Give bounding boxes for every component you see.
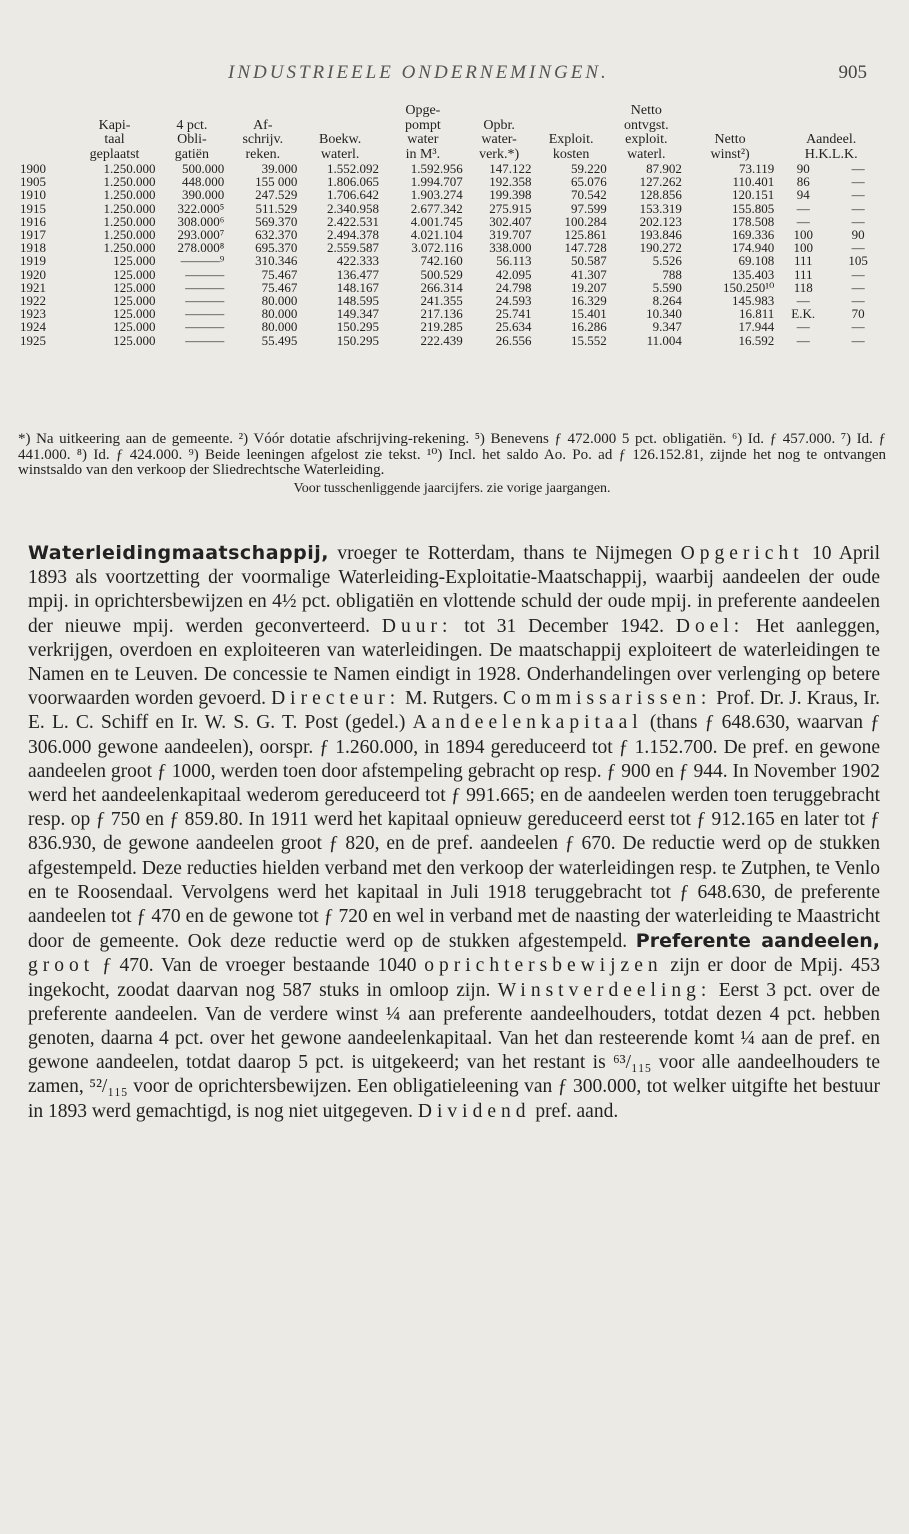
table-cell: 2.494.378 xyxy=(326,227,379,243)
table-cell: 25.634 xyxy=(495,319,532,335)
table-cell: 16.329 xyxy=(570,293,607,309)
table-cell: 147.122 xyxy=(489,161,532,176)
table-cell: 73.119 xyxy=(739,161,775,176)
table-cell: 100 xyxy=(793,227,813,243)
table-cell: 105 xyxy=(848,253,868,269)
table-cell: 100.284 xyxy=(564,213,607,229)
table-cell: 2.559.587 xyxy=(326,240,379,256)
table-cell: ——— xyxy=(185,332,225,348)
table-cell: 199.398 xyxy=(489,187,532,203)
label-aandeelenkapitaal: Aandeelenkapitaal xyxy=(412,712,643,734)
table-cell: 87.902 xyxy=(646,161,682,176)
table-cell: 10.340 xyxy=(646,306,682,322)
table-cell: 125.000 xyxy=(113,279,156,295)
table-cell: 3.072.116 xyxy=(411,240,463,256)
table-cell: 319.707 xyxy=(489,227,532,243)
label-groot: groot xyxy=(28,955,95,977)
table-cell: 125.000 xyxy=(113,306,156,322)
table-cell: 8.264 xyxy=(652,293,682,309)
table-header xyxy=(20,104,886,162)
table-cell: 5.590 xyxy=(652,279,682,295)
label-directeur: Directeur: xyxy=(271,688,401,710)
table-cell: 174.940 xyxy=(732,240,775,256)
table-cell: 111 xyxy=(793,266,813,282)
running-title: INDUSTRIEELE ONDERNEMINGEN. xyxy=(228,62,609,83)
table-cell: 4.001.745 xyxy=(410,213,463,229)
text-run: zijn er door de Mpij. 453 ingekocht, zoodat daarvan nog 587 stuks in omloop zijn. xyxy=(28,955,880,1001)
table-cell: 150.250¹⁰ xyxy=(722,279,775,295)
year-cell: 1923 xyxy=(20,306,46,322)
table-cell: — xyxy=(851,187,865,203)
table-cell: 2.422.531 xyxy=(326,213,379,229)
table-cell: 1.250.000 xyxy=(103,227,156,243)
table-cell: — xyxy=(796,213,810,229)
table-cell: 193.846 xyxy=(639,227,682,243)
table-cell: 41.307 xyxy=(570,266,607,282)
table-cell: 500.529 xyxy=(420,266,463,282)
table-cell: 70 xyxy=(851,306,865,322)
table-cell: 75.467 xyxy=(261,266,298,282)
table-cell: 1.552.092 xyxy=(326,161,379,176)
table-cell: E.K. xyxy=(791,306,816,322)
table-cell: 26.556 xyxy=(495,332,532,348)
table-cell: 24.593 xyxy=(495,293,532,309)
table-cell: 16.811 xyxy=(739,306,775,322)
text-run: Eerst 3 pct. over de preferente aandeelen. Van de verdere winst ¼ aan preferente aandeelhouders, totdat dezen 4 pct. hebben genoten, daarna 4 pct. over het gewone aandeelenkapitaal. Van het dan resteerende komt ¼ aan de pref. en gewone aandeelen, totdat daarop 5 pct. is uitgekeerd; van het restant is ⁶³/₁₁₅ voor alle aandeelhouders te zamen, ⁵²/₁₁₅ voor de oprichtersbewijzen. Een obligatieleening van ƒ 300.000, tot welker uitgifte het bestuur in 1893 werd gemachtigd, is nog niet uitgegeven. xyxy=(28,979,881,1122)
table-cell: 136.477 xyxy=(336,266,379,282)
table-cell: 742.160 xyxy=(420,253,463,269)
year-cell: 1925 xyxy=(20,332,46,348)
table-row xyxy=(20,188,886,201)
table-cell: 278.000⁸ xyxy=(177,240,225,256)
table-cell: 202.123 xyxy=(639,213,682,229)
table-cell: 90 xyxy=(796,161,810,176)
table-cell: 1.250.000 xyxy=(103,213,156,229)
table-row xyxy=(20,320,886,333)
label-commissarissen: Commissarissen: xyxy=(503,688,712,710)
table-cell: 219.285 xyxy=(420,319,463,335)
table-cell: 86 xyxy=(796,174,810,190)
table-cell: — xyxy=(851,161,865,176)
label-doel: Doel: xyxy=(675,615,745,637)
table-cell: — xyxy=(851,240,865,256)
header-cell: Netto winst²) xyxy=(710,132,750,162)
table-cell: 788 xyxy=(662,266,682,282)
table-cell: 55.495 xyxy=(261,332,298,348)
footnote-text: *) Na uitkeering aan de gemeente. ²) Vóór dotatie afschrijving-rekening. ⁵) Benevens ƒ 472.000 5 pct. obligatiën. ⁶) Id. ƒ 457.000. ⁷) Id. ƒ 441.000. ⁸) Id. ƒ 424.000. ⁹) Beide leeningen afgelost zie tekst. ¹⁰) Incl. het saldo Ao. Po. ad ƒ 126.152.81, zijnde het nog te ontvangen winstsaldo van den verkoop der Sliedrechtsche Waterleiding. xyxy=(18,431,886,478)
table-cell: 90 xyxy=(851,227,865,243)
table-cell: 1.592.956 xyxy=(410,161,463,176)
year-cell: 1922 xyxy=(20,293,46,309)
table-cell: 125.000 xyxy=(113,266,156,282)
table-cell: 75.467 xyxy=(261,279,298,295)
table-cell: — xyxy=(851,319,865,335)
table-cell: 39.000 xyxy=(261,161,298,176)
table-cell: 190.272 xyxy=(639,240,682,256)
table-cell: 110.401 xyxy=(732,174,775,190)
label-oprichtersbewijzen: oprichtersbewijzen xyxy=(424,955,663,977)
header-cell: Opge- pompt water in M³. xyxy=(404,103,441,162)
table-cell: 118 xyxy=(793,279,813,295)
table-cell: 155.805 xyxy=(732,200,775,216)
table-cell: 150.295 xyxy=(336,332,379,348)
table-cell: 16.286 xyxy=(570,319,607,335)
table-cell: — xyxy=(851,200,865,216)
table-cell: 125.000 xyxy=(113,293,156,309)
table-cell: 148.595 xyxy=(336,293,379,309)
text-run: tot 31 December 1942. xyxy=(452,615,676,637)
table-cell: 1.250.000 xyxy=(103,240,156,256)
table-cell: 2.340.958 xyxy=(326,200,379,216)
table-cell: 125.000 xyxy=(113,332,156,348)
table-cell: — xyxy=(796,200,810,216)
year-cell: 1916 xyxy=(20,213,46,229)
table-cell: ——— xyxy=(185,279,225,295)
table-cell: 145.983 xyxy=(732,293,775,309)
table-cell: — xyxy=(851,174,865,190)
table-cell: — xyxy=(796,319,810,335)
table-cell: 9.347 xyxy=(652,319,682,335)
table-cell: 222.439 xyxy=(420,332,463,348)
table-cell: 2.677.342 xyxy=(410,200,463,216)
table-cell: 127.262 xyxy=(639,174,682,190)
table-cell: ——— xyxy=(185,306,225,322)
table-cell: 15.552 xyxy=(570,332,607,348)
table-cell: 1.250.000 xyxy=(103,161,156,176)
table-cell: 169.336 xyxy=(732,227,775,243)
table-cell: 148.167 xyxy=(336,279,379,295)
header-cell: Exploit. kosten xyxy=(548,132,594,162)
table-cell: 97.599 xyxy=(570,200,607,216)
footnote-reference: Voor tusschenliggende jaarcijfers. zie vorige jaargangen. xyxy=(293,480,611,496)
table-cell: 69.108 xyxy=(738,253,775,269)
table-cell: — xyxy=(851,332,865,348)
table-cell: 241.355 xyxy=(420,293,463,309)
table-cell: — xyxy=(851,279,865,295)
year-cell: 1920 xyxy=(20,266,46,282)
header-cell: Aandeel. H.K.L.K. xyxy=(804,132,858,162)
table-cell: 80.000 xyxy=(261,306,298,322)
text-run: (thans ƒ 648.630, waarvan ƒ 306.000 gewone aandeelen), oorspr. ƒ 1.260.000, in 1894 gereduceerd tot ƒ 1.152.700. De pref. en gewone aandeelen groot ƒ 1000, werden toen door afstempeling gebracht op resp. ƒ 900 en ƒ 944. In November 1902 werd het aandeelenkapitaal wederom gereduceerd tot ƒ 991.665; en de aandeelen werden toen teruggebracht resp. op ƒ 750 en ƒ 859.80. In 1911 werd het kapitaal opnieuw gereduceerd eerst tot ƒ 912.165 en later tot ƒ 836.930, de gewone aandeelen groot ƒ 820, en de pref. aandeelen ƒ 670. De reductie werd op de stukken afgestempeld. Deze reducties hielden verband met den verkoop der waterleidingen resp. te Zutphen, te Venlo en te Roosendaal. Vervolgens werd het kapitaal in Juli 1918 teruggebracht tot ƒ 648.630, de preferente aandeelen tot ƒ 470 en de gewone tot ƒ 720 en wel in verband met de naasting der waterleiding te Maastricht door de gemeente. Ook deze reductie werd op de stukken afgestempeld. xyxy=(28,712,880,953)
table-cell: 511.529 xyxy=(255,200,298,216)
table-cell: 338.000 xyxy=(489,240,532,256)
year-cell: 1917 xyxy=(20,227,46,243)
table-cell: — xyxy=(796,332,810,348)
table-cell: 150.295 xyxy=(336,319,379,335)
table-cell: 390.000 xyxy=(182,187,225,203)
header-cell: 4 pct. Obli- gatiën xyxy=(174,117,209,162)
table-cell: 11.004 xyxy=(646,332,682,348)
label-winstverdeeling: Winstverdeeling: xyxy=(497,979,712,1001)
table-cell: 70.542 xyxy=(570,187,607,203)
table-cell: 135.403 xyxy=(732,266,775,282)
table-cell: 25.741 xyxy=(495,306,532,322)
table-cell: 65.076 xyxy=(570,174,607,190)
year-cell: 1900 xyxy=(20,161,46,176)
table-cell: 322.000⁵ xyxy=(177,200,225,216)
year-cell: 1924 xyxy=(20,319,46,335)
table-cell: — xyxy=(851,213,865,229)
table-cell: ——— xyxy=(185,266,225,282)
label-dividend: Dividend xyxy=(417,1100,531,1122)
table-cell: — xyxy=(851,266,865,282)
table-cell: 266.314 xyxy=(420,279,463,295)
table-cell: 80.000 xyxy=(261,319,298,335)
table-cell: 16.592 xyxy=(738,332,775,348)
text-run: 10 April 1893 als voortzetting der voormalige Waterleiding-Exploitatie-Maatschappij, waarbij aandeelen der oude mpij. in oprichtersbewijzen en 4½ pct. obligatiën en vlottende schuld der oude mpij. in preferente aandeelen der nieuwe mpij. werden geconverteerd. xyxy=(28,543,880,637)
text-run: M. Rutgers. xyxy=(400,688,503,710)
table-cell: 42.095 xyxy=(495,266,532,282)
text-run: ƒ 470. Van de vroeger bestaande 1040 xyxy=(94,955,425,977)
table-row xyxy=(20,254,886,267)
table-cell: 302.407 xyxy=(489,213,532,229)
table-cell: 149.347 xyxy=(336,306,379,322)
table-cell: 1.903.274 xyxy=(410,187,463,203)
header-cell: Opbr. water- verk.*) xyxy=(479,117,520,162)
label-preferente-aandeelen: Preferente aandeelen, xyxy=(635,930,880,953)
table-cell: 153.319 xyxy=(639,200,682,216)
year-cell: 1915 xyxy=(20,200,46,216)
table-cell: 632.370 xyxy=(255,227,298,243)
table-cell: 5.526 xyxy=(652,253,682,269)
table-cell: 19.207 xyxy=(570,279,607,295)
table-cell: 695.370 xyxy=(255,240,298,256)
table-cell: 217.136 xyxy=(420,306,463,322)
table-cell: 80.000 xyxy=(261,293,298,309)
table-cell: 1.250.000 xyxy=(103,187,156,203)
table-cell: 569.370 xyxy=(255,213,298,229)
table-row xyxy=(20,334,886,347)
table-cell: 448.000 xyxy=(182,174,225,190)
header-year xyxy=(20,104,72,162)
header-cell: Kapi- taal geplaatst xyxy=(89,117,140,162)
label-duur: Duur: xyxy=(381,615,453,637)
table-row xyxy=(20,202,886,215)
footnotes xyxy=(18,432,886,496)
year-cell: 1918 xyxy=(20,240,46,256)
table-cell: ———⁹ xyxy=(180,253,225,269)
text-run: Het aanleggen, verkrijgen, overdoen en exploiteeren van waterleidingen. De maatschappij exploiteert de waterleidingen te Namen en te Leuven. De concessie te Namen eindigt in 1928. Onderhandelingen over verlenging op betere voorwaarden worden gevoerd. xyxy=(28,615,881,710)
year-cell: 1921 xyxy=(20,279,46,295)
company-name: Waterleidingmaatschappij, xyxy=(28,542,329,564)
table-cell: 147.728 xyxy=(564,240,607,256)
table-cell: 125.000 xyxy=(113,253,156,269)
text-run: pref. aand. xyxy=(530,1100,619,1122)
table-row xyxy=(20,268,886,281)
table-cell: 50.587 xyxy=(570,253,607,269)
table-cell: 293.000⁷ xyxy=(177,227,225,243)
table-cell: 1.250.000 xyxy=(103,174,156,190)
table-cell: 500.000 xyxy=(182,161,225,176)
header-cell: Netto ontvgst. exploit. waterl. xyxy=(623,103,669,162)
table-cell: 120.151 xyxy=(732,187,775,203)
label-opgericht: Opgericht xyxy=(680,543,804,564)
table-cell: 155 000 xyxy=(255,174,298,190)
year-cell: 1905 xyxy=(20,174,46,190)
running-header xyxy=(0,62,909,86)
table-cell: 310.346 xyxy=(255,253,298,269)
table-cell: — xyxy=(851,293,865,309)
company-description xyxy=(28,541,880,1124)
table-body xyxy=(20,162,886,347)
table-cell: — xyxy=(796,293,810,309)
text-run: Prof. Dr. J. Kraus, Ir. E. L. C. Schiff en Ir. W. S. G. T. Post (gedel.) xyxy=(28,688,880,734)
table-cell: 59.220 xyxy=(570,161,607,176)
table-cell: 128.856 xyxy=(639,187,682,203)
header-cell: Boekw. waterl. xyxy=(319,132,362,162)
table-cell: 56.113 xyxy=(496,253,532,269)
table-cell: 94 xyxy=(796,187,810,203)
table-cell: 125.000 xyxy=(113,319,156,335)
table-cell: 192.358 xyxy=(489,174,532,190)
table-cell: 308.000⁶ xyxy=(177,213,225,229)
table-cell: 111 xyxy=(793,253,813,269)
table-cell: 1.994.707 xyxy=(410,174,463,190)
table-cell: 422.333 xyxy=(336,253,379,269)
header-cell: Af- schrijv. reken. xyxy=(242,117,284,162)
year-cell: 1919 xyxy=(20,253,46,269)
table-cell: 125.861 xyxy=(564,227,607,243)
table-cell: 1.250.000 xyxy=(103,200,156,216)
page-number: 905 xyxy=(838,62,867,83)
text-run: vroeger te Rotterdam, thans te Nijmegen xyxy=(328,543,681,564)
table-cell: 4.021.104 xyxy=(410,227,463,243)
table-cell: 275.915 xyxy=(489,200,532,216)
financial-table xyxy=(20,104,886,347)
table-cell: ——— xyxy=(185,293,225,309)
table-cell: 17.944 xyxy=(738,319,775,335)
table-cell: 247.529 xyxy=(255,187,298,203)
table-cell: ——— xyxy=(185,319,225,335)
table-cell: 24.798 xyxy=(495,279,532,295)
table-cell: 1.706.642 xyxy=(326,187,379,203)
table-cell: 100 xyxy=(793,240,813,256)
table-cell: 15.401 xyxy=(570,306,607,322)
description-paragraph xyxy=(28,541,880,1124)
table-cell: 178.508 xyxy=(732,213,775,229)
year-cell: 1910 xyxy=(20,187,46,203)
table-cell: 1.806.065 xyxy=(326,174,379,190)
